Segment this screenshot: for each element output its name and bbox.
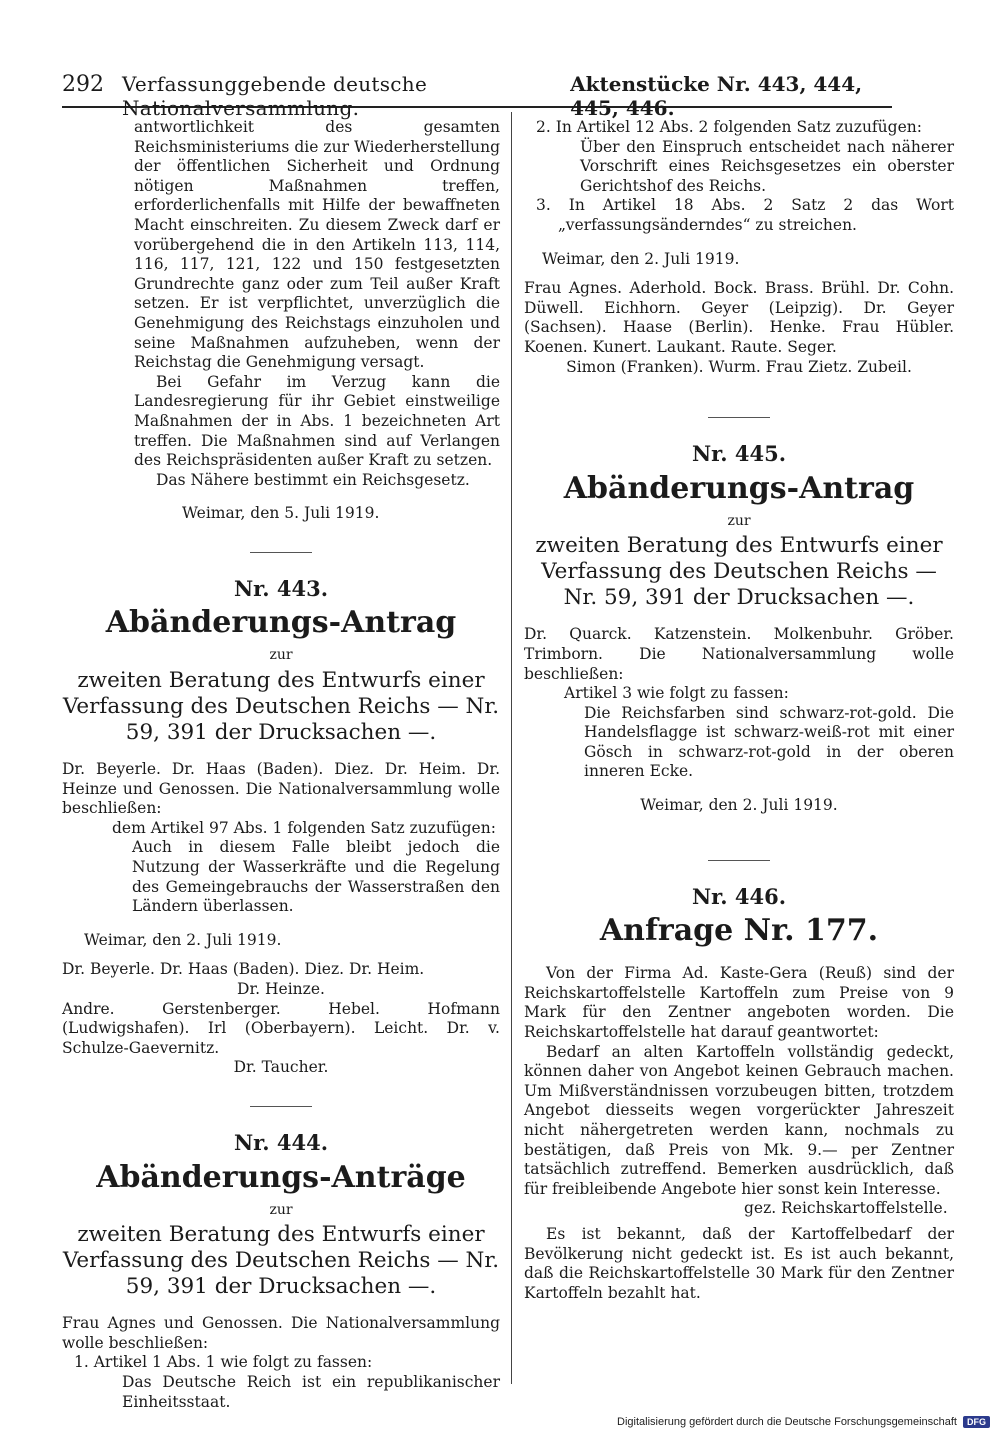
doc-zur: zur bbox=[269, 647, 293, 664]
page-number: 292 bbox=[62, 72, 104, 97]
doc-number: Nr. 443. bbox=[233, 575, 329, 601]
doc-title: Abänderungs-Antrag bbox=[105, 605, 457, 641]
doc-date: Weimar, den 2. Juli 1919. bbox=[84, 930, 282, 949]
header-title: Verfassunggebende deutsche Nationalversammlung. bbox=[122, 72, 428, 120]
intro-text bbox=[62, 118, 500, 490]
doc-title: Anfrage Nr. 177. bbox=[599, 913, 879, 949]
doc-signers: Dr. Heinze. bbox=[237, 980, 325, 998]
footer-text: Digitalisierung gefördert durch die Deutsche Forschungsgemeinschaft bbox=[617, 1416, 957, 1428]
doc-article: Artikel 3 wie folgt zu fassen: bbox=[564, 684, 789, 703]
doc-quote: Die Reichsfarben sind schwarz-rot-gold. Die Handelsflagge ist schwarz-weiß-rot mit einer Gösch in schwarz-rot-gold in der oberen inneren Ecke. bbox=[584, 703, 954, 781]
doc-motion: Dr. Beyerle. Dr. Haas (Baden). Diez. Dr. Heim. Dr. Heinze und Genossen. Die Nationalversammlung wolle beschließen: bbox=[62, 760, 500, 818]
doc-subject: zweiten Beratung des Entwurfs einer Verfassung des Deutschen Reichs — Nr. 59, 391 der Drucksachen —. bbox=[535, 533, 943, 611]
doc-item: 1. Artikel 1 Abs. 1 wie folgt zu fassen: bbox=[74, 1353, 373, 1372]
doc-signers: Simon (Franken). Wurm. Frau Zietz. Zubeil. bbox=[566, 357, 912, 376]
intro-paragraph: antwortlichkeit des gesamten Reichsministeriums die zur Wiederherstellung der öffentlichen Sicherheit und Ordnung nötigen Maßnahmen treffen, erforderlichenfalls mit Hilfe der bewaffneten Macht einschreiten. Zu diesem Zweck darf er vorübergehend die in den Artikeln 113, 114, 116, 117, 121, 122 und 150 festgesetzten Grundrechte ganz oder zum Teil außer Kraft setzen. Er ist verpflichtet, unverzüglich die Genehmigung des Reichstags einzuholen und seine Maßnahmen aufzuheben, wenn der Reichstag die Genehmigung versagt. bbox=[134, 118, 500, 372]
document-444 bbox=[62, 1129, 500, 1412]
doc-title: Abänderungs-Antrag bbox=[563, 470, 915, 506]
doc-signoff: gez. Reichskartoffelstelle. bbox=[744, 1199, 948, 1218]
doc-item: 2. In Artikel 12 Abs. 2 folgenden Satz zuzufügen: bbox=[536, 118, 922, 136]
doc-quote: Auch in diesem Falle bleibt jedoch die Nutzung der Wasserkräfte und die Regelung des Gemeingebrauchs der Wasserstraßen den Ländern überlassen. bbox=[132, 838, 500, 916]
doc-signers: Dr. Taucher. bbox=[233, 1058, 329, 1077]
left-column bbox=[62, 118, 500, 1412]
doc-number: Nr. 445. bbox=[691, 441, 787, 467]
doc-article: dem Artikel 97 Abs. 1 folgenden Satz zuzufügen: bbox=[112, 818, 496, 837]
doc-number: Nr. 446. bbox=[691, 883, 787, 909]
doc-paragraph: Es ist bekannt, daß der Kartoffelbedarf der Bevölkerung nicht gedeckt ist. Es ist auch bekannt, daß die Reichskartoffelstelle 30 Mark für den Zentner Kartoffeln bezahlt hat. bbox=[524, 1224, 954, 1302]
doc-signers: Frau Agnes. Aderhold. Bock. Brass. Brühl. Dr. Cohn. Düwell. Eichhorn. Geyer (Leipzig). Dr. Geyer (Sachsen). Haase (Berlin). Henke. Frau Hübler. Koenen. Kunert. Laukant. Raute. Seger. bbox=[524, 279, 954, 356]
doc-quote: Bedarf an alten Kartoffeln vollständig gedeckt, können daher von Angebot keinen Gebrauch machen. Um Mißverständnissen vorzubeugen bitten, trotzdem Angebot diesseits wegen vorgerückter Jahreszeit nicht nähergetreten werden kann, nochmals zu bestätigen, daß Preis von Mk. 9.— per Zentner tatsächlich zutreffend. Bemerken ausdrücklich, daß für freibleibende Angebote hier sonst kein Interesse. bbox=[524, 1042, 954, 1198]
page-header bbox=[62, 72, 892, 120]
column-divider bbox=[511, 112, 512, 1384]
section-divider bbox=[250, 1106, 312, 1107]
doc-number: Nr. 444. bbox=[233, 1129, 329, 1155]
section-divider bbox=[708, 417, 770, 418]
doc-zur: zur bbox=[727, 512, 751, 529]
doc-title: Abänderungs-Anträge bbox=[96, 1159, 466, 1195]
doc-subject: zweiten Beratung des Entwurfs einer Verfassung des Deutschen Reichs — Nr. 59, 391 der Drucksachen —. bbox=[62, 1222, 500, 1300]
doc-motion: Frau Agnes und Genossen. Die Nationalversammlung wolle beschließen: bbox=[62, 1314, 500, 1352]
doc-signers: Andre. Gerstenberger. Hebel. Hofmann (Ludwigshafen). Irl (Oberbayern). Leicht. Dr. v. Schulze-Gaevernitz. bbox=[62, 999, 500, 1057]
doc-quote: Über den Einspruch entscheidet nach näherer Vorschrift eines Reichsgesetzes ein oberster Gerichtshof des Reichs. bbox=[580, 137, 954, 195]
doc-paragraph: Von der Firma Ad. Kaste-Gera (Reuß) sind der Reichskartoffelstelle Kartoffeln zum Preise von 9 Mark für den Zentner angeboten worden. Die Reichskartoffelstelle hat darauf geantwortet: bbox=[524, 964, 954, 1042]
section-divider bbox=[250, 552, 312, 553]
section-divider bbox=[708, 860, 770, 861]
document-443 bbox=[62, 575, 500, 1078]
document-446 bbox=[524, 883, 954, 1304]
doc-signers: Dr. Beyerle. Dr. Haas (Baden). Diez. Dr. Heim. bbox=[62, 960, 425, 979]
doc-date: Weimar, den 2. Juli 1919. bbox=[640, 796, 838, 815]
intro-paragraph: Das Nähere bestimmt ein Reichsgesetz. bbox=[156, 470, 470, 489]
doc-item: 3. In Artikel 18 Abs. 2 Satz 2 das Wort „verfassungsänderndes“ zu streichen. bbox=[536, 196, 954, 234]
doc-subject: zweiten Beratung des Entwurfs einer Verfassung des Deutschen Reichs — Nr. 59, 391 der Drucksachen —. bbox=[62, 668, 500, 746]
doc-date: Weimar, den 2. Juli 1919. bbox=[542, 249, 740, 268]
doc-zur: zur bbox=[269, 1201, 293, 1218]
header-reference: Aktenstücke Nr. 443, 444, 445, 446. bbox=[570, 72, 863, 120]
doc-motion: Dr. Quarck. Katzenstein. Molkenbuhr. Gröber. Trimborn. Die Nationalversammlung wolle beschließen: bbox=[524, 625, 954, 683]
right-column bbox=[524, 118, 954, 1303]
dfg-logo: DFG bbox=[963, 1416, 990, 1428]
intro-date: Weimar, den 5. Juli 1919. bbox=[182, 504, 380, 523]
document-445 bbox=[524, 441, 954, 816]
intro-paragraph: Bei Gefahr im Verzug kann die Landesregierung für ihr Gebiet einstweilige Maßnahmen der in Abs. 1 bezeichneten Art treffen. Die Maßnahmen sind auf Verlangen des Reichspräsidenten außer Kraft zu setzen. bbox=[134, 372, 500, 470]
footer bbox=[600, 1414, 990, 1430]
doc-quote: Das Deutsche Reich ist ein republikanischer Einheitsstaat. bbox=[122, 1372, 500, 1411]
